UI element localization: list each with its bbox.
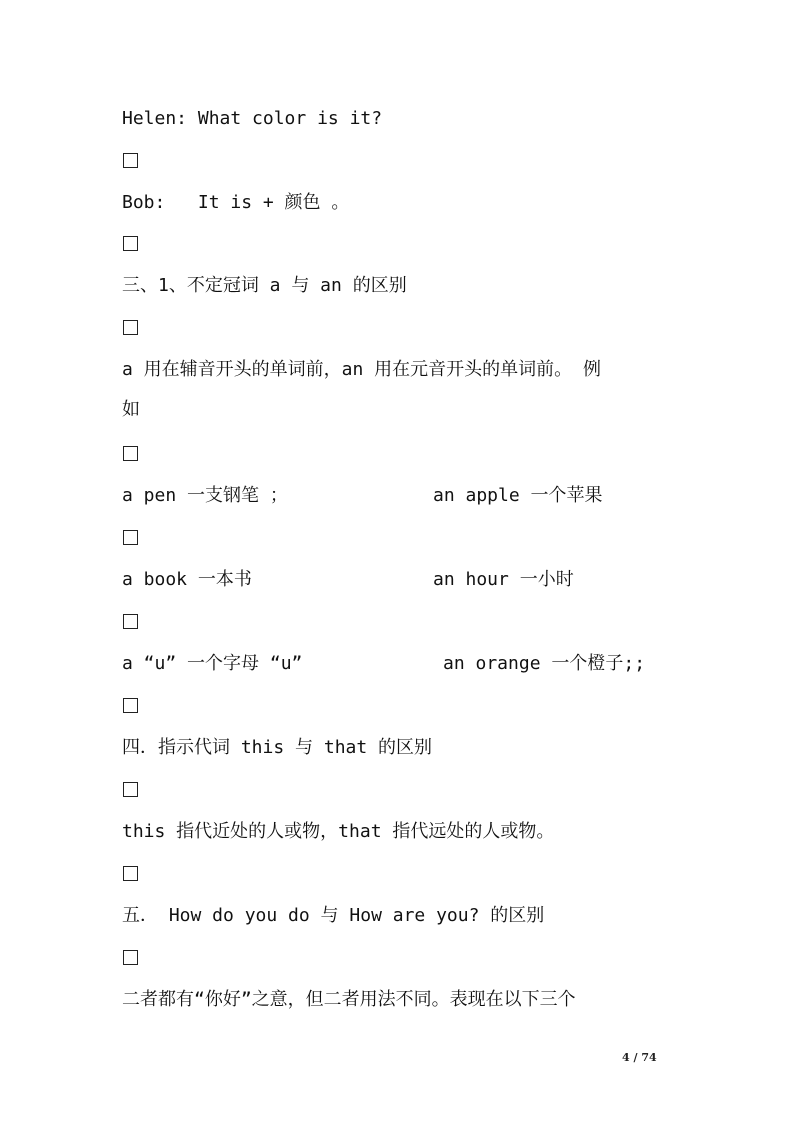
checkbox-placeholder-icon — [123, 614, 138, 629]
example-an-orange: an orange 一个橙子;; — [443, 653, 646, 674]
example-an-hour: an hour 一小时 — [433, 569, 574, 590]
articles-rule-text: a 用在辅音开头的单词前，an 用在元音开头的单词前。 例 — [122, 359, 602, 380]
checkbox-placeholder-icon — [123, 446, 138, 461]
checkbox-placeholder-icon — [123, 153, 138, 168]
checkbox-placeholder-icon — [123, 530, 138, 545]
demonstratives-rule-text: this 指代近处的人或物，that 指代远处的人或物。 — [122, 821, 555, 842]
example-a-u: a “u” 一个字母 “u” — [122, 653, 303, 674]
checkbox-placeholder-icon — [123, 782, 138, 797]
checkbox-placeholder-icon — [123, 236, 138, 251]
checkbox-placeholder-icon — [123, 950, 138, 965]
section-heading-articles: 三、1、不定冠词 a 与 an 的区别 — [122, 275, 407, 296]
checkbox-placeholder-icon — [123, 320, 138, 335]
articles-rule-text-cont: 如 — [122, 399, 140, 420]
example-a-pen: a pen 一支钢笔 ； — [122, 485, 288, 506]
checkbox-placeholder-icon — [123, 866, 138, 881]
dialogue-line-bob: Bob: It is + 颜色 。 — [122, 192, 350, 213]
example-a-book: a book 一本书 — [122, 569, 252, 590]
section-heading-greetings: 五． How do you do 与 How are you? 的区别 — [122, 905, 545, 926]
example-an-apple: an apple 一个苹果 — [433, 485, 603, 506]
section-heading-demonstratives: 四．指示代词 this 与 that 的区别 — [122, 737, 433, 758]
greetings-rule-text: 二者都有“你好”之意，但二者用法不同。表现在以下三个 — [122, 989, 576, 1010]
checkbox-placeholder-icon — [123, 698, 138, 713]
page-number: 4 / 74 — [622, 1051, 657, 1064]
dialogue-line-helen: Helen: What color is it? — [122, 108, 383, 129]
